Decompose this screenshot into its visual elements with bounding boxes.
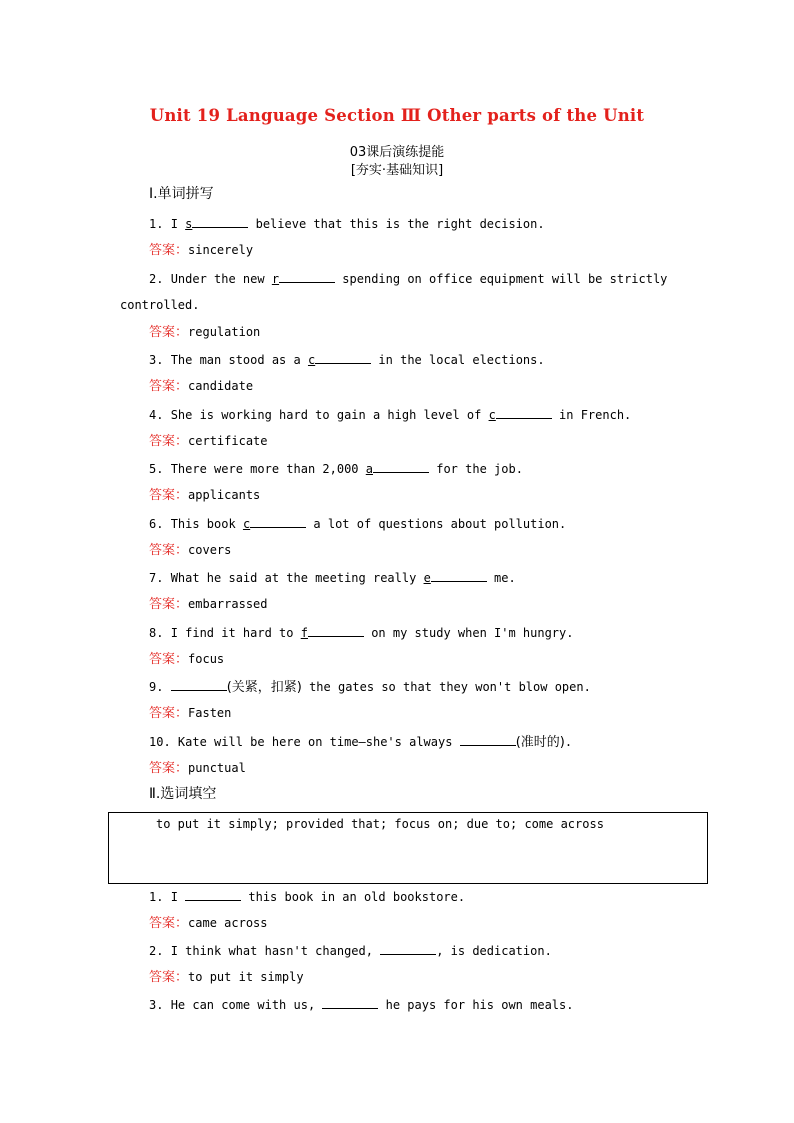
question-text: 1. I this book in an old bookstore. [149,890,466,904]
question-text: 10. Kate will be here on time—she's always (准时的). [149,735,573,750]
question-text: 5. There were more than 2,000 a for the job. [149,462,523,476]
blank-line [380,942,436,955]
answer-label: 答案： [149,379,189,394]
question-text: 9. (关紧，扣紧) the gates so that they won't blow open. [149,680,591,695]
answer: 答案：sincerely [149,243,254,258]
question-text: 1. I s believe that this is the right decision. [149,217,545,231]
first-letter: c [242,517,251,531]
blank-line [185,888,241,901]
answer-label: 答案： [149,325,189,340]
answer: 答案：candidate [149,379,254,394]
answer-label: 答案： [149,652,189,667]
section1-heading: Ⅰ.单词拼写 [149,186,214,202]
answer-label: 答案： [149,916,189,931]
answer: 答案：applicants [149,488,261,503]
chinese-hint: (关紧，扣紧) [226,680,302,695]
first-letter: c [307,353,316,367]
page-title: Unit 19 Language Section Ⅲ Other parts of the Unit [149,106,645,125]
question-text: 6. This book c a lot of questions about pollution. [149,517,567,531]
question-text: 2. I think what hasn't changed, , is dedication. [149,944,552,958]
blank-line [373,460,429,473]
answer: 答案：focus [149,652,225,667]
answer-label: 答案： [149,434,189,449]
question-text: 4. She is working hard to gain a high level of c in French. [149,408,632,422]
answer: 答案：Fasten [149,706,232,721]
subtitle-section: [夯实·基础知识] [350,163,444,178]
answer-label: 答案： [149,706,189,721]
first-letter: a [365,462,373,476]
answer: 答案：covers [149,543,232,558]
answer-label: 答案： [149,761,189,776]
question-continuation: controlled. [120,298,200,312]
word-bank-box [108,812,708,884]
blank-line [171,678,227,691]
question-text: 2. Under the new r spending on office equipment will be strictly [149,272,668,286]
first-letter: r [271,272,280,286]
question-text: 3. The man stood as a c in the local elections. [149,353,545,367]
answer: 答案：certificate [149,434,268,449]
answer: 答案：came across [149,916,268,931]
question-text: 3. He can come with us, he pays for his own meals. [149,998,574,1012]
answer-label: 答案： [149,488,189,503]
first-letter: s [185,217,193,231]
question-text: 8. I find it hard to f on my study when I'm hungry. [149,626,574,640]
answer: 答案：regulation [149,325,261,340]
section2-heading: Ⅱ.选词填空 [149,786,217,802]
blank-line [322,996,378,1009]
first-letter: f [300,626,308,640]
word-bank-text: to put it simply; provided that; focus on; due to; come across [156,817,604,831]
first-letter: e [423,571,431,585]
answer: 答案：embarrassed [149,597,268,612]
blank-line [496,406,552,419]
answer-label: 答案： [149,597,189,612]
blank-line [250,515,306,528]
blank-line [315,351,371,364]
question-text: 7. What he said at the meeting really e me. [149,571,516,585]
answer: 答案：to put it simply [149,970,304,985]
subtitle-lesson: 03课后演练提能 [349,145,445,160]
chinese-hint: (准时的) [515,735,565,750]
blank-line [192,215,248,228]
answer-label: 答案： [149,543,189,558]
answer-label: 答案： [149,970,189,985]
blank-line [308,624,364,637]
first-letter: c [488,408,496,422]
answer: 答案：punctual [149,761,246,776]
blank-line [431,569,487,582]
blank-line [460,733,516,746]
blank-line [279,270,335,283]
answer-label: 答案： [149,243,189,258]
